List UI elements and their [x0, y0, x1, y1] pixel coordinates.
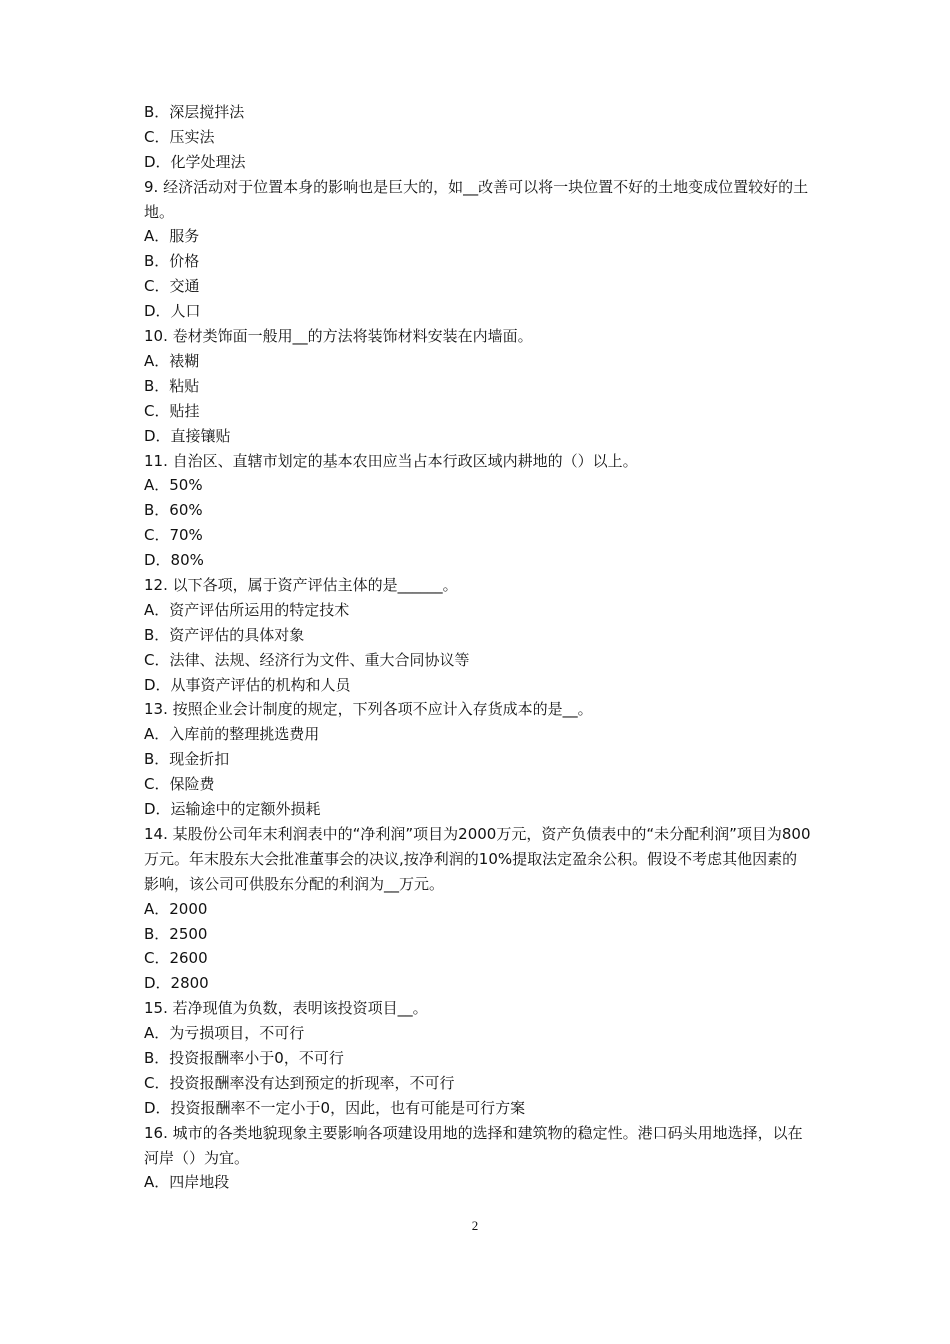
answer-option: A．50% — [144, 476, 203, 495]
answer-option: C．法律、法规、经济行为文件、重大合同协议等 — [144, 650, 470, 669]
answer-option: D．运输途中的定额外损耗 — [144, 800, 321, 819]
question-text: 9. 经济活动对于位置本身的影响也是巨大的，如__改善可以将一块位置不好的土地变成位置较好的土地。 — [144, 177, 809, 221]
answer-option: D．从事资产评估的机构和人员 — [144, 675, 351, 694]
answer-option: A．入库前的整理挑选费用 — [144, 725, 320, 744]
answer-option: D．直接镶贴 — [144, 426, 231, 445]
answer-option: A．四岸地段 — [144, 1173, 230, 1192]
question-text: 10. 卷材类饰面一般用__的方法将装饰材料安装在内墙面。 — [144, 327, 533, 346]
answer-option: D．人口 — [144, 302, 201, 321]
answer-option: C．2600 — [144, 949, 208, 968]
answer-option: B．60% — [144, 501, 203, 520]
question-text: 16. 城市的各类地貌现象主要影响各项建设用地的选择和建筑物的稳定性。港口码头用地选择，以在河岸（）为宜。 — [144, 1123, 803, 1167]
answer-option: C．70% — [144, 526, 203, 545]
answer-option: C．贴挂 — [144, 401, 200, 420]
answer-option: B．2500 — [144, 924, 208, 943]
answer-option: B．资产评估的具体对象 — [144, 625, 305, 644]
answer-option: C．投资报酬率没有达到预定的折现率，不可行 — [144, 1073, 455, 1092]
answer-option: A．服务 — [144, 227, 200, 246]
question-text: 15. 若净现值为负数，表明该投资项目__。 — [144, 999, 428, 1018]
page-number: 2 — [471, 1218, 479, 1233]
question-text: 13. 按照企业会计制度的规定，下列各项不应计入存货成本的是__。 — [144, 700, 593, 719]
answer-option: B．深层搅拌法 — [144, 103, 245, 121]
answer-option: A．资产评估所运用的特定技术 — [144, 600, 350, 619]
question-text: 12. 以下各项，属于资产评估主体的是______。 — [144, 575, 458, 594]
answer-option: B．价格 — [144, 252, 200, 271]
answer-option: A．为亏损项目，不可行 — [144, 1024, 305, 1043]
answer-option: C．交通 — [144, 277, 200, 296]
answer-option: B．投资报酬率小于0，不可行 — [144, 1049, 344, 1067]
answer-option: B．现金折扣 — [144, 750, 230, 769]
answer-option: D．化学处理法 — [144, 152, 246, 171]
answer-option: B．粘贴 — [144, 376, 200, 395]
question-text: 14. 某股份公司年末利润表中的“净利润”项目为2000万元，资产负债表中的“未分配利润”项目为800万元。年末股东大会批准董事会的决议,按净利润的10%提取法定盈余公积。假设不考虑其他因素的影响，该公司可供股东分配的利润为__万元。 — [144, 824, 811, 893]
answer-option: D．投资报酬率不一定小于0，因此，也有可能是可行方案 — [144, 1098, 526, 1117]
question-list — [144, 100, 812, 1195]
answer-option: C．压实法 — [144, 127, 215, 146]
answer-option: D．2800 — [144, 974, 209, 993]
question-text: 11. 自治区、直辖市划定的基本农田应当占本行政区域内耕地的（）以上。 — [144, 451, 638, 470]
answer-option: A．裱糊 — [144, 351, 200, 370]
answer-option: D．80% — [144, 551, 204, 570]
answer-option: C．保险费 — [144, 775, 215, 794]
answer-option: A．2000 — [144, 899, 208, 918]
